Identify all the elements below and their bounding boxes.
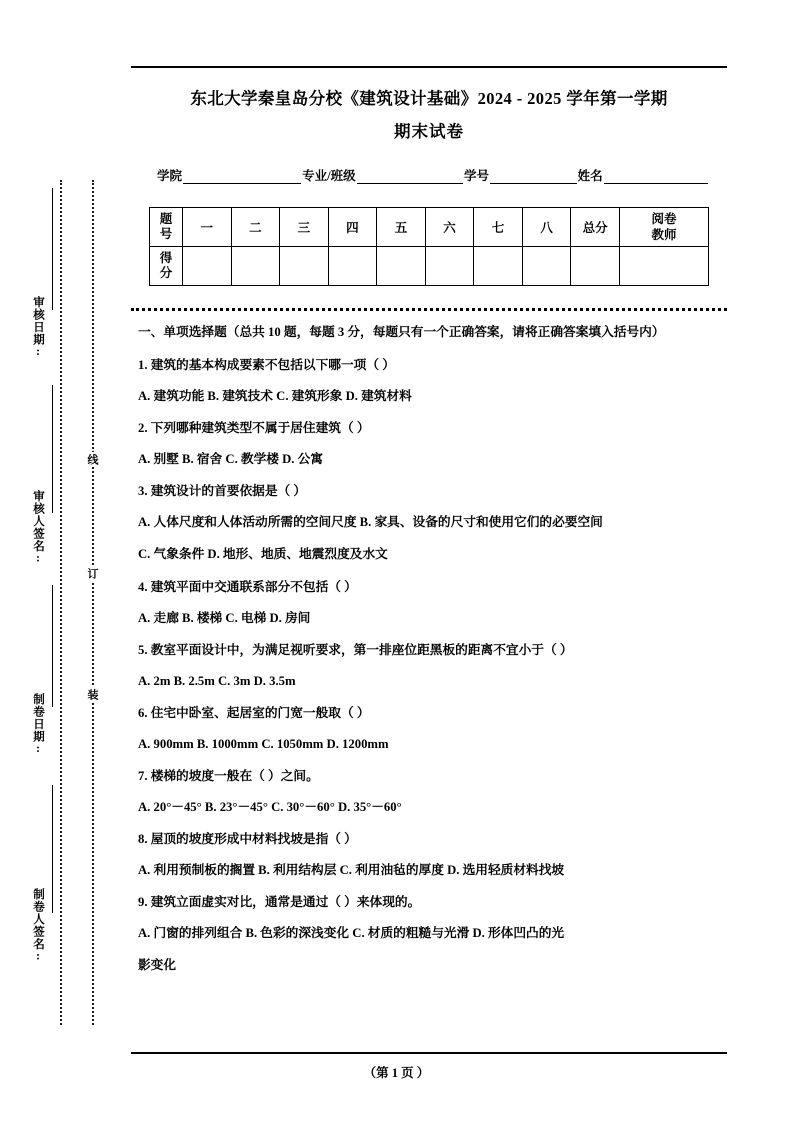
question-stem-8: 8. 屋顶的坡度形成中材料找坡是指（ ） <box>138 832 357 846</box>
section-divider-dotted <box>131 308 727 311</box>
margin-rule-left-2 <box>52 385 53 513</box>
row-label-question-number <box>150 208 183 247</box>
margin-rule-left-3 <box>52 585 53 707</box>
teacher-char-1: 阅卷 <box>651 212 677 226</box>
major-class-label: 专业/班级 <box>302 169 356 183</box>
column-header-3: 三 <box>280 208 329 247</box>
seal-char-zhuang: 装 <box>86 689 98 700</box>
score-cell-total[interactable] <box>571 247 620 286</box>
column-header-grading-teacher <box>620 208 709 247</box>
table-row-header <box>150 208 709 247</box>
column-header-6: 六 <box>425 208 474 247</box>
column-header-4: 四 <box>328 208 377 247</box>
question-stem-7: 7. 楼梯的坡度一般在（ ）之间。 <box>138 769 319 783</box>
margin-rule-left-4 <box>52 785 53 913</box>
margin-rule-left <box>52 188 53 310</box>
question-options-5: A. 2m B. 2.5m C. 3m D. 3.5m <box>138 674 296 688</box>
row-label-score <box>150 247 183 286</box>
bottom-border-rule <box>131 1052 727 1054</box>
page-title <box>131 82 727 148</box>
question-stem-9: 9. 建筑立面虚实对比，通常是通过（ ）来体现的。 <box>138 895 421 909</box>
table-row-score <box>150 247 709 286</box>
column-header-5: 五 <box>377 208 426 247</box>
score-cell-4[interactable] <box>328 247 377 286</box>
score-cell-7[interactable] <box>474 247 523 286</box>
student-id-input[interactable] <box>490 169 577 184</box>
auditor-signature-label: 审核人签名: <box>32 490 44 566</box>
column-header-total: 总分 <box>571 208 620 247</box>
paper-author-signature-label: 制卷人签名: <box>32 888 44 964</box>
name-input[interactable] <box>604 169 708 184</box>
question-stem-6: 6. 住宅中卧室、起居室的门宽一般取（ ） <box>138 706 370 720</box>
question-stem-3: 3. 建筑设计的首要依据是（ ） <box>138 484 307 498</box>
title-line-2: 期末试卷 <box>394 122 464 141</box>
exam-paper-sheet <box>131 66 727 1056</box>
seal-char-xian: 线 <box>86 454 98 465</box>
question-options-3b: C. 气象条件 D. 地形、地质、地震烈度及水文 <box>138 547 388 561</box>
column-header-7: 七 <box>474 208 523 247</box>
score-char-1: 得 <box>159 251 173 265</box>
question-options-3a: A. 人体尺度和人体活动所需的空间尺度 B. 家具、设备的尺寸和使用它们的必要空间 <box>138 515 603 529</box>
seal-dotted-line-inner <box>60 180 62 1025</box>
top-border-rule <box>131 66 727 68</box>
seal-char-ding: 订 <box>86 568 98 579</box>
question-options-6: A. 900mm B. 1000mm C. 1050mm D. 1200mm <box>138 737 389 751</box>
score-cell-2[interactable] <box>231 247 280 286</box>
score-cell-6[interactable] <box>425 247 474 286</box>
score-cell-8[interactable] <box>522 247 571 286</box>
question-options-9a: A. 门窗的排列组合 B. 色彩的深浅变化 C. 材质的粗糙与光滑 D. 形体凹凸的光 <box>138 926 565 940</box>
seal-dotted-line-outer <box>92 180 94 1025</box>
paper-date-label: 制卷日期: <box>32 693 44 756</box>
question-options-7: A. 20°－45° B. 23°－45° C. 30°－60° D. 35°－60° <box>138 800 402 814</box>
left-sealing-margin <box>0 0 125 1122</box>
college-label: 学院 <box>157 169 183 183</box>
column-header-1: 一 <box>183 208 232 247</box>
name-label: 姓名 <box>577 169 603 183</box>
column-header-8: 八 <box>522 208 571 247</box>
major-class-input[interactable] <box>357 169 463 184</box>
section-heading: 一、单项选择题（总共 10 题，每题 3 分，每题只有一个正确答案，请将正确答案填入括号内） <box>138 325 665 339</box>
score-char-2: 分 <box>159 266 173 280</box>
question-stem-1: 1. 建筑的基本构成要素不包括以下哪一项（ ） <box>138 358 395 372</box>
questions-container <box>138 321 724 976</box>
audit-date-label: 审核日期: <box>32 296 44 359</box>
question-options-8: A. 利用预制板的搁置 B. 利用结构层 C. 利用油毡的厚度 D. 选用轻质材料找坡 <box>138 863 565 877</box>
teacher-char-2: 教师 <box>651 228 677 242</box>
question-options-4: A. 走廊 B. 楼梯 C. 电梯 D. 房间 <box>138 611 311 625</box>
title-line-1: 东北大学秦皇岛分校《建筑设计基础》2024 - 2025 学年第一学期 <box>190 89 668 108</box>
question-stem-4: 4. 建筑平面中交通联系部分不包括（ ） <box>138 580 357 594</box>
question-stem-5: 5. 教室平面设计中，为满足视听要求，第一排座位距黑板的距离不宜小于（ ） <box>138 643 573 657</box>
score-cell-5[interactable] <box>377 247 426 286</box>
page-footer: （第 1 页 ） <box>363 1066 430 1080</box>
student-id-label: 学号 <box>463 169 489 183</box>
question-options-9b: 影变化 <box>138 958 177 972</box>
score-cell-1[interactable] <box>183 247 232 286</box>
score-cell-3[interactable] <box>280 247 329 286</box>
stub-char-2: 号 <box>159 227 173 241</box>
student-info-row <box>157 166 709 184</box>
grading-teacher-cell[interactable] <box>620 247 709 286</box>
question-stem-2: 2. 下列哪种建筑类型不属于居住建筑（ ） <box>138 421 370 435</box>
stub-char-1: 题 <box>159 212 173 226</box>
question-options-1: A. 建筑功能 B. 建筑技术 C. 建筑形象 D. 建筑材料 <box>138 389 412 403</box>
score-table <box>149 207 709 286</box>
college-input[interactable] <box>183 169 301 184</box>
question-options-2: A. 别墅 B. 宿舍 C. 教学楼 D. 公寓 <box>138 452 324 466</box>
column-header-2: 二 <box>231 208 280 247</box>
